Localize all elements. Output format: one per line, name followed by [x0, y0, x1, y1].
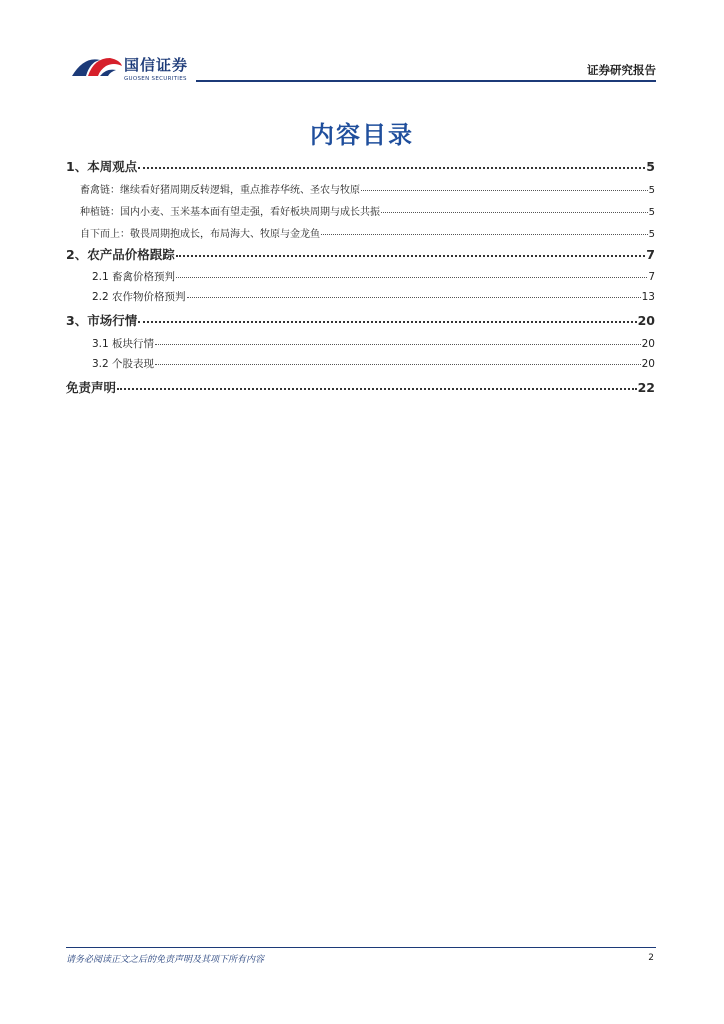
page-title: 内容目录 [310, 121, 414, 149]
toc-entry-2-1[interactable] [92, 269, 655, 284]
toc-entry-title: 3.2 个股表现 [92, 358, 155, 370]
toc-entry-title: 免责声明 [66, 380, 117, 395]
toc-entry-title: 2.1 畜禽价格预判 [92, 271, 176, 283]
toc-entry-bottom-up[interactable] [80, 225, 655, 240]
toc-entry-page: 13 [641, 291, 655, 303]
toc-leader-dots [117, 388, 637, 390]
toc-entry-page: 20 [641, 338, 655, 350]
toc-entry-page: 5 [646, 159, 655, 174]
brand-name-en: GUOSEN SECURITIES [124, 76, 187, 82]
toc-entry-page: 5 [648, 185, 655, 196]
brand-name [124, 54, 188, 82]
page-number: 2 [648, 953, 654, 963]
toc-entry-title: 2.2 农作物价格预判 [92, 291, 186, 303]
toc-entry-title: 3、市场行情 [66, 313, 138, 328]
toc-leader-dots [321, 234, 648, 235]
toc-entry-title: 自下而上：敬畏周期抱成长，布局海大、牧原与金龙鱼 [80, 229, 320, 240]
toc-entry-2-2[interactable] [92, 289, 655, 304]
footer-disclaimer-note: 请务必阅读正文之后的免责声明及其项下所有内容 [66, 955, 265, 965]
toc-leader-dots [187, 297, 641, 298]
guosen-logo-icon [70, 52, 124, 82]
toc-leader-dots [381, 212, 648, 213]
toc-entry-title: 1、本周观点 [66, 159, 138, 174]
toc-entry-page: 22 [637, 380, 655, 395]
toc-leader-dots [155, 364, 641, 365]
toc-entry-planting[interactable] [80, 203, 655, 218]
toc-leader-dots [138, 321, 636, 323]
toc-entry-livestock[interactable] [80, 181, 655, 196]
toc-entry-title: 2、农产品价格跟踪 [66, 247, 175, 262]
toc-leader-dots [361, 190, 648, 191]
toc-entry-title: 3.1 板块行情 [92, 338, 155, 350]
toc-entry-page: 20 [637, 313, 655, 328]
toc-entry-page: 20 [641, 358, 655, 370]
brand-name-cn: 国信证券 [124, 56, 189, 74]
toc-leader-dots [138, 167, 645, 169]
toc-entry-section-2[interactable] [66, 245, 655, 263]
toc-entry-page: 5 [648, 229, 655, 240]
footer-divider [66, 947, 656, 948]
toc-leader-dots [176, 277, 647, 278]
toc-leader-dots [176, 255, 646, 257]
toc-entry-title: 畜禽链：继续看好猪周期反转逻辑，重点推荐华统、圣农与牧原 [80, 185, 360, 196]
toc-entry-disclaimer[interactable] [66, 378, 655, 396]
toc-entry-title: 种植链：国内小麦、玉米基本面有望走强，看好板块周期与成长共振 [80, 207, 380, 218]
toc-entry-page: 7 [648, 271, 655, 283]
toc-entry-section-3[interactable] [66, 311, 655, 329]
toc-entry-page: 7 [646, 247, 655, 262]
report-type-label: 证券研究报告 [587, 63, 656, 77]
toc-entry-page: 5 [648, 207, 655, 218]
toc-entry-3-2[interactable] [92, 356, 655, 371]
toc-entry-section-1[interactable] [66, 157, 655, 175]
toc-entry-3-1[interactable] [92, 336, 655, 351]
page-header [66, 50, 656, 86]
header-divider [196, 80, 656, 82]
toc-leader-dots [155, 344, 641, 345]
